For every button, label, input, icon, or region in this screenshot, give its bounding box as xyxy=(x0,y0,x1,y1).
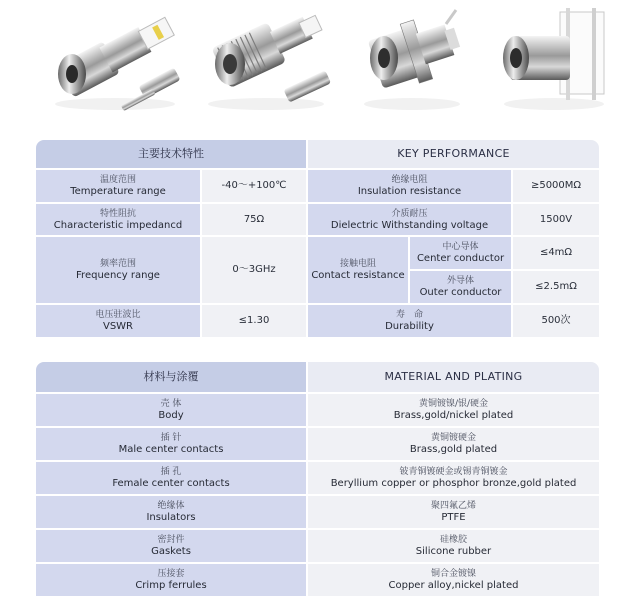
material-cell: 黄铜镀镍/银/硬金 Brass,gold/nickel plated xyxy=(308,394,599,428)
material-cell: 铜合金镀镍 Copper alloy,nickel plated xyxy=(308,564,599,598)
performance-header-cn: 主要技术特性 xyxy=(36,140,308,170)
connector-bulkhead-jack-image xyxy=(352,4,472,114)
impedance-value: 75Ω xyxy=(202,204,308,237)
temperature-value: -40～+100℃ xyxy=(202,170,308,204)
center-conductor-value: ≤4mΩ xyxy=(513,237,599,271)
material-row xyxy=(36,394,599,428)
connector-photo-bulkhead-jack xyxy=(352,4,472,114)
center-conductor-label: 中心导体 Center conductor xyxy=(410,237,513,271)
frequency-value: 0～3GHz xyxy=(202,237,308,305)
temperature-label: 温度范围 Temperature range xyxy=(36,170,202,204)
connector-pcb-mount-image xyxy=(492,4,616,114)
connector-photo-straight-jack xyxy=(196,4,336,114)
connector-photo-pcb-mount xyxy=(492,4,616,114)
insulation-label: 绝缘电阻 Insulation resistance xyxy=(308,170,513,204)
part-cell: 压接套 Crimp ferrules xyxy=(36,564,308,598)
contact-resistance-label: 接触电阻 Contact resistance xyxy=(308,237,410,305)
dielectric-value: 1500V xyxy=(513,204,599,237)
connector-photo-straight-plug xyxy=(40,4,190,114)
key-performance-table xyxy=(36,140,599,339)
material-header-cn: 材料与涂覆 xyxy=(36,362,308,394)
dielectric-label: 介质耐压 Dielectric Withstanding voltage xyxy=(308,204,513,237)
material-row xyxy=(36,496,599,530)
impedance-label: 特性阻抗 Characteristic impedancd xyxy=(36,204,202,237)
material-row xyxy=(36,462,599,496)
outer-conductor-value: ≤2.5mΩ xyxy=(513,271,599,305)
part-cell: 绝缘体 Insulators xyxy=(36,496,308,530)
material-row xyxy=(36,428,599,462)
part-cell: 壳 体 Body xyxy=(36,394,308,428)
vswr-value: ≤1.30 xyxy=(202,305,308,339)
connector-straight-jack-image xyxy=(196,4,336,114)
part-cell: 密封件 Gaskets xyxy=(36,530,308,564)
material-cell: 铍青铜镀硬金或锡青铜镀金 Beryllium copper or phosphor bronze,gold plated xyxy=(308,462,599,496)
material-cell: 聚四氟乙烯 PTFE xyxy=(308,496,599,530)
product-photos xyxy=(0,0,626,118)
material-cell: 黄铜镀硬金 Brass,gold plated xyxy=(308,428,599,462)
part-cell: 插 孔 Female center contacts xyxy=(36,462,308,496)
frequency-label: 频率范围 Frequency range xyxy=(36,237,202,305)
insulation-value: ≥5000MΩ xyxy=(513,170,599,204)
durability-label: 寿 命 Durability xyxy=(308,305,513,339)
material-plating-table xyxy=(36,362,599,598)
connector-straight-plug-image xyxy=(40,4,190,114)
material-row xyxy=(36,564,599,598)
material-cell: 硅橡胶 Silicone rubber xyxy=(308,530,599,564)
outer-conductor-label: 外导体 Outer conductor xyxy=(410,271,513,305)
material-row xyxy=(36,530,599,564)
vswr-label: 电压驻波比 VSWR xyxy=(36,305,202,339)
performance-header-en: KEY PERFORMANCE xyxy=(308,140,599,170)
part-cell: 插 针 Male center contacts xyxy=(36,428,308,462)
durability-value: 500次 xyxy=(513,305,599,339)
material-header-en: MATERIAL AND PLATING xyxy=(308,362,599,394)
